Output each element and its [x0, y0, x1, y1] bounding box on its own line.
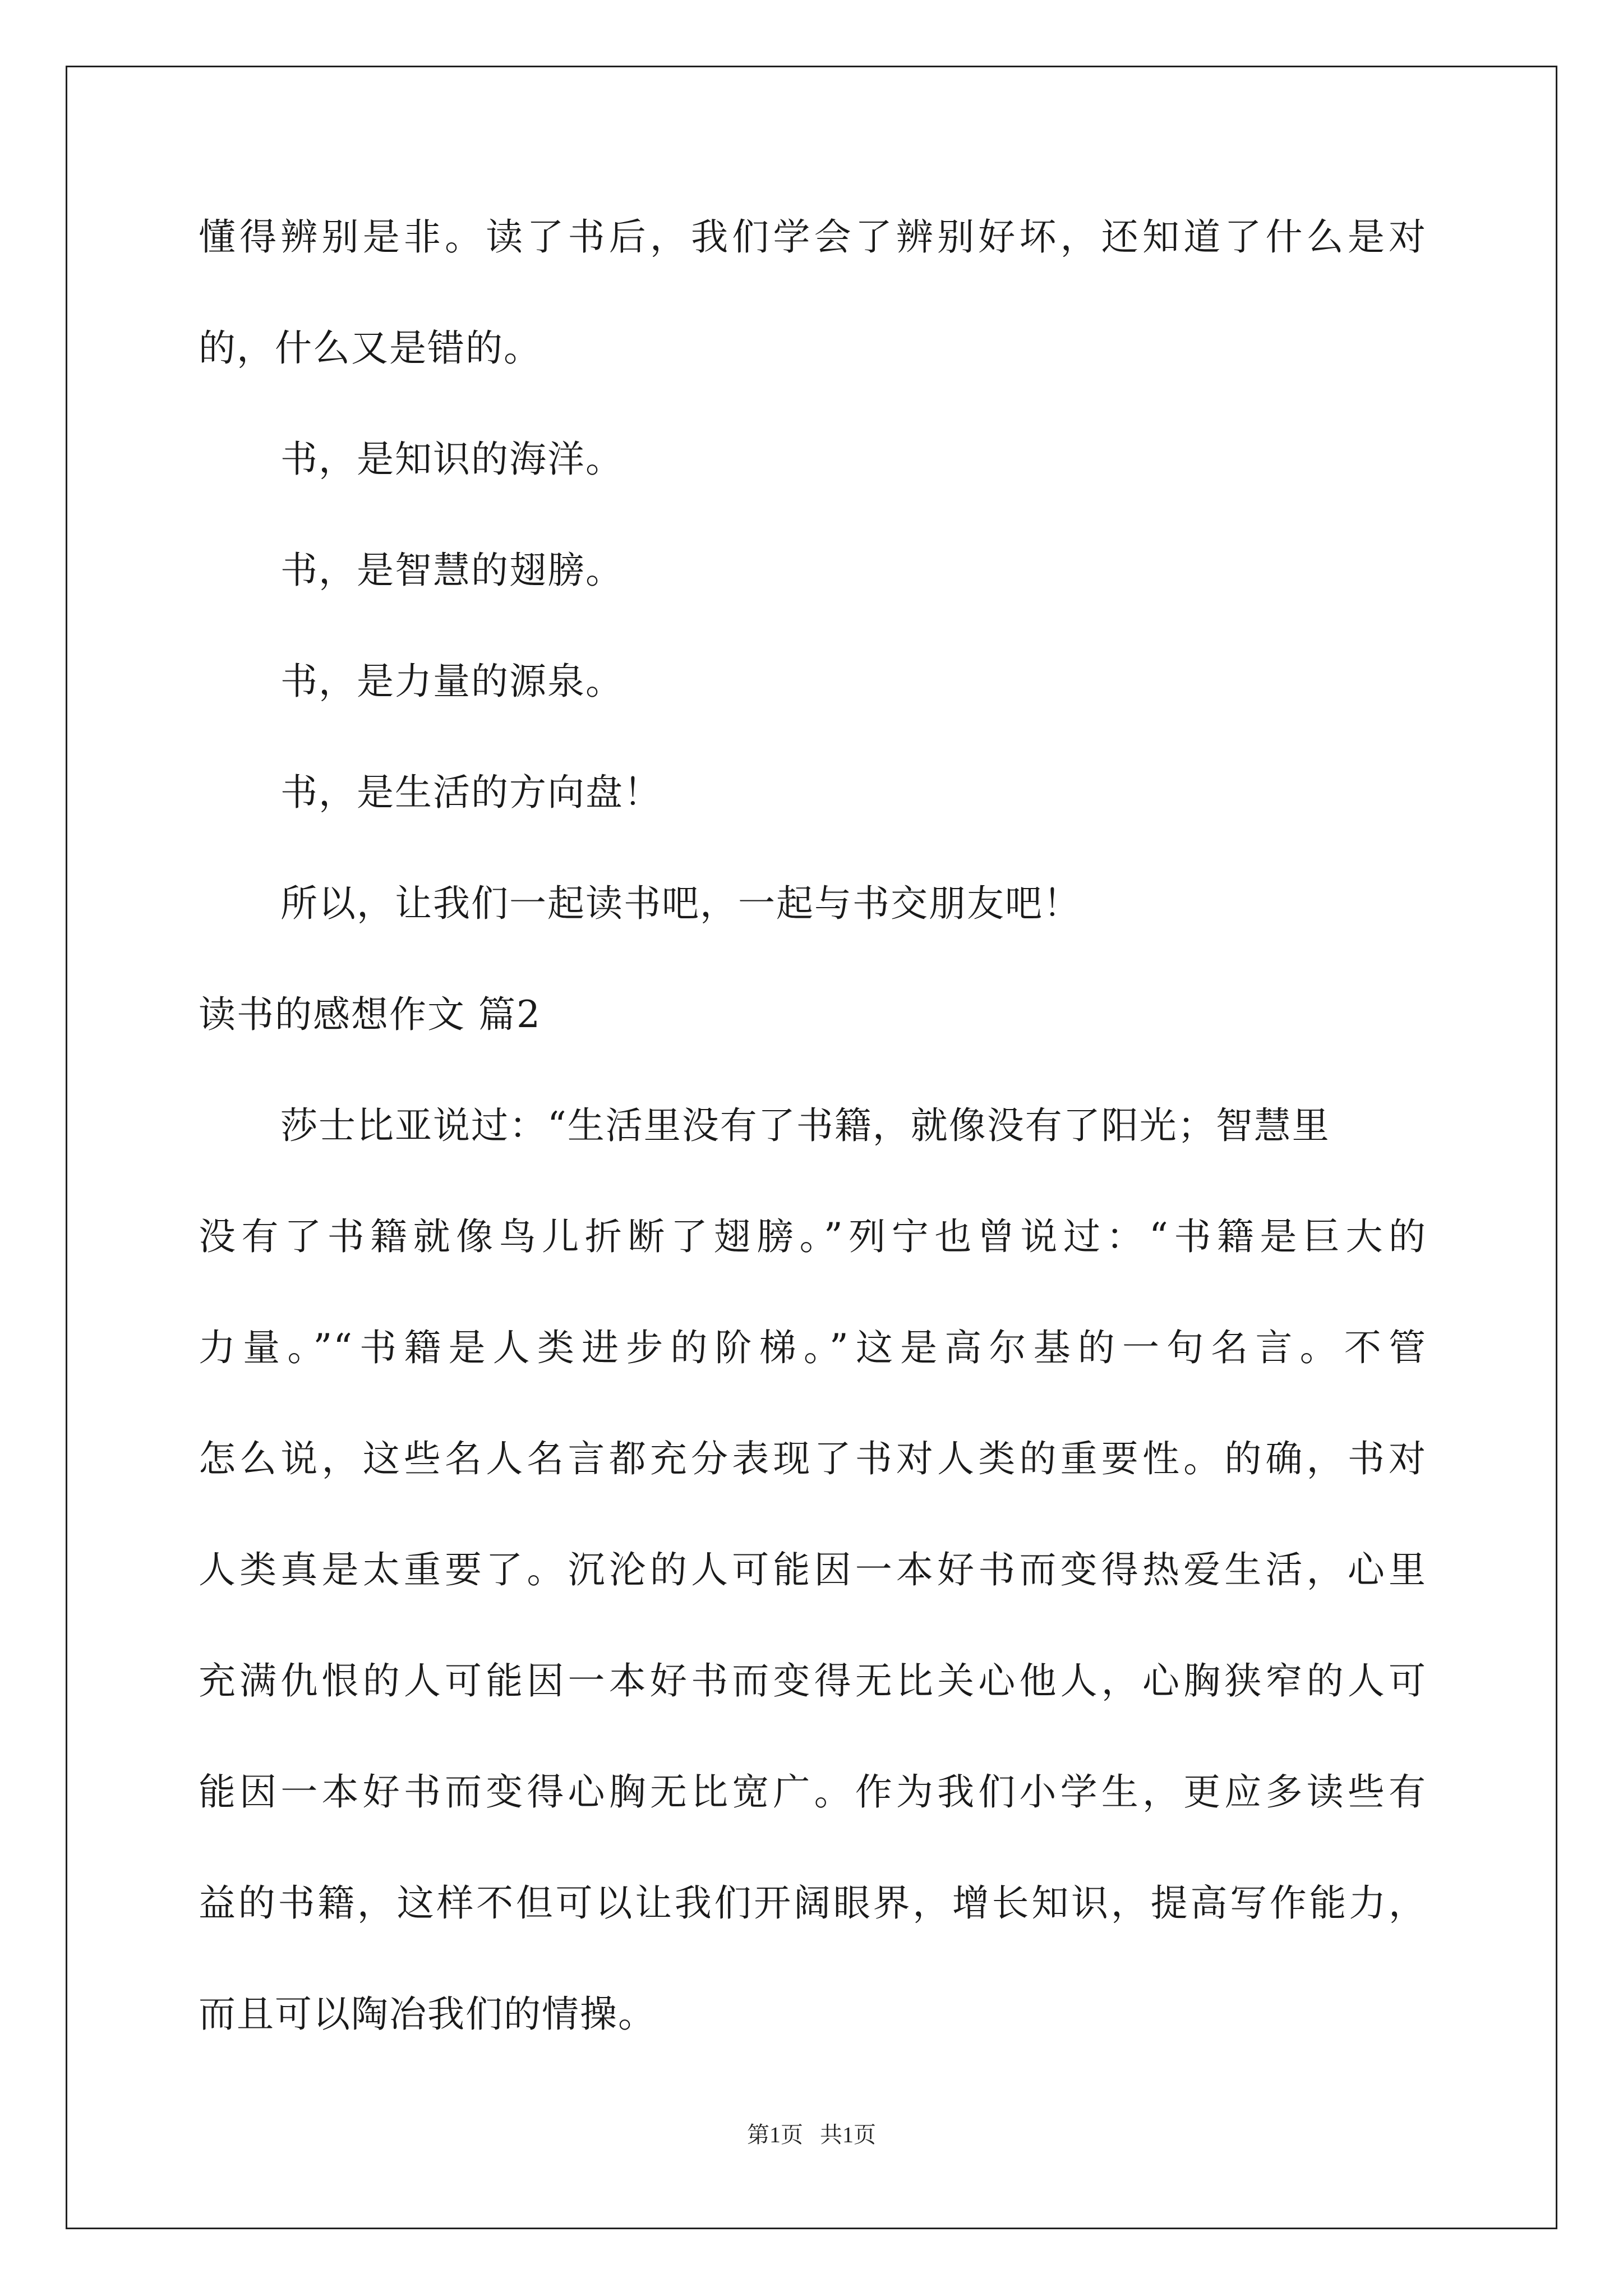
paragraph-line: 没有了书籍就像鸟儿折断了翅膀。”列宁也曾说过：“书籍是巨大的	[199, 1215, 1427, 1258]
document-body	[199, 215, 1432, 2107]
paragraph-line: 怎么说，这些名人名言都充分表现了书对人类的重要性。的确，书对	[199, 1437, 1427, 1480]
paragraph-line: 书，是知识的海洋。	[280, 438, 624, 481]
paragraph-line: 益的书籍，这样不但可以让我们开阔眼界，增长知识，提高写作能力，	[199, 1881, 1427, 1925]
section-heading: 读书的感想作文 篇2	[199, 993, 541, 1036]
paragraph-line: 力量。”“书籍是人类进步的阶梯。”这是高尔基的一句名言。不管	[199, 1326, 1427, 1369]
paragraph-line: 莎士比亚说过：“生活里没有了书籍，就像没有了阳光；智慧里	[280, 1104, 1330, 1147]
paragraph-line: 的，什么又是错的。	[199, 326, 542, 370]
paragraph-line: 书，是力量的源泉。	[280, 660, 624, 703]
paragraph-line: 书，是智慧的翅膀。	[280, 549, 624, 592]
paragraph-line: 书，是生活的方向盘！	[280, 771, 662, 814]
paragraph-line: 而且可以陶冶我们的情操。	[199, 1993, 656, 2036]
paragraph-line: 人类真是太重要了。沉沦的人可能因一本好书而变得热爱生活，心里	[199, 1548, 1427, 1591]
paragraph-line: 所以，让我们一起读书吧，一起与书交朋友吧！	[280, 882, 1081, 925]
paragraph-line: 能因一本好书而变得心胸无比宽广。作为我们小学生，更应多读些有	[199, 1770, 1427, 1814]
paragraph-line: 懂得辨别是非。读了书后，我们学会了辨别好坏，还知道了什么是对	[199, 215, 1427, 259]
paragraph-line: 充满仇恨的人可能因一本好书而变得无比关心他人，心胸狭窄的人可	[199, 1659, 1427, 1703]
page-number-footer: 第1页 共1页	[747, 2122, 876, 2147]
